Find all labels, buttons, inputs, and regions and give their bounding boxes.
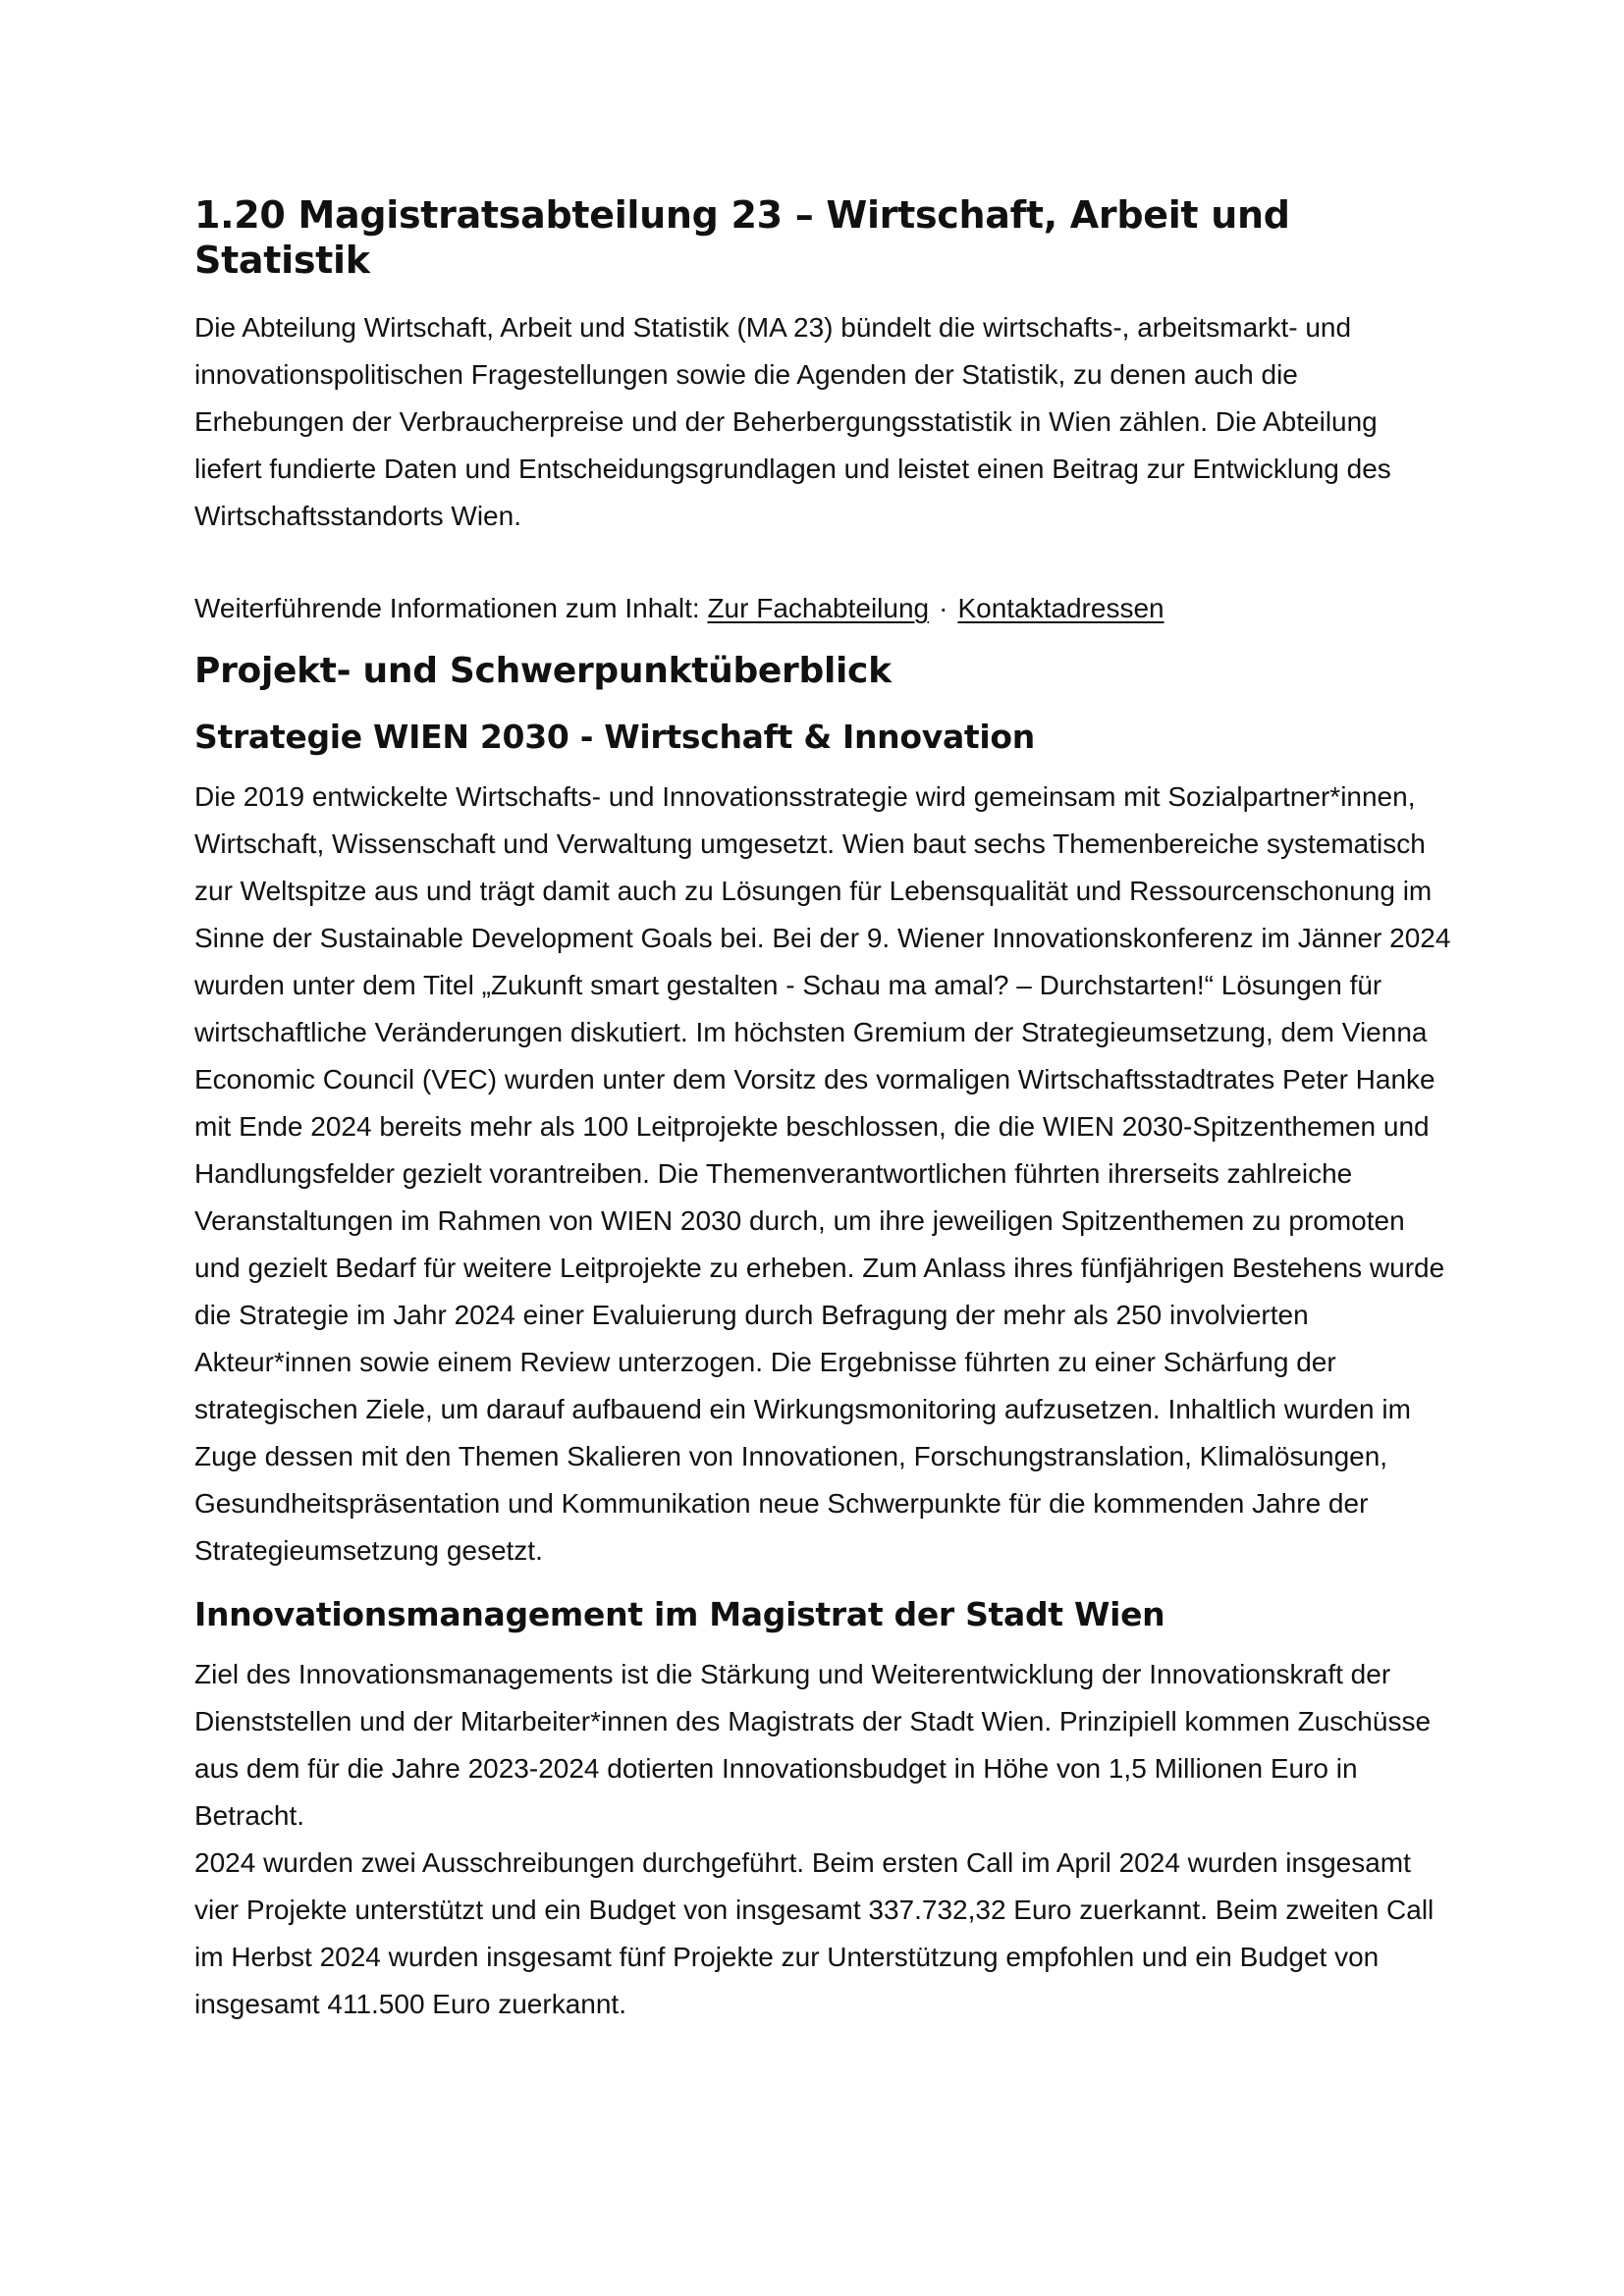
further-info-label: Weiterführende Informationen zum Inhalt:	[194, 593, 700, 623]
section-title: 1.20 Magistratsabteilung 23 – Wirtschaft, Arbeit und Statistik	[194, 193, 1290, 282]
strategy-heading: Strategie WIEN 2030 - Wirtschaft & Innovation	[194, 718, 1035, 756]
document-page	[194, 192, 1451, 2028]
overview-heading: Projekt- und Schwerpunktüberblick	[194, 651, 892, 691]
intro-paragraph: Die Abteilung Wirtschaft, Arbeit und Statistik (MA 23) bündelt die wirtschafts-, arbeitsmarkt- und innovationspolitischen Fragestellungen sowie die Agenden der Statistik, zu denen auch die Erhebungen der Verbraucherpreise und der Beherbergungsstatistik in Wien zählen. Die Abteilung liefert fundierte Daten und Entscheidungsgrundlagen und leistet einen Beitrag zur Entwicklung des Wirtschaftsstandorts Wien.	[194, 312, 1391, 531]
contact-addresses-link[interactable]: Kontaktadressen	[957, 593, 1164, 623]
strategy-paragraph: Die 2019 entwickelte Wirtschafts- und Innovationsstrategie wird gemeinsam mit Sozialpartner*innen, Wirtschaft, Wissenschaft und Verwaltung umgesetzt. Wien baut sechs Themenbereiche systematisch zur Weltspitze aus und trägt damit auch zu Lösungen für Lebensqualität und Ressourcenschonung im Sinne der Sustainable Development Goals bei. Bei der 9. Wiener Innovationskonferenz im Jänner 2024 wurden unter dem Titel „Zukunft smart gestalten - Schau ma amal? – Durchstarten!“ Lösungen für wirtschaftliche Veränderungen diskutiert. Im höchsten Gremium der Strategieumsetzung, dem Vienna Economic Council (VEC) wurden unter dem Vorsitz des vormaligen Wirtschaftsstadtrates Peter Hanke mit Ende 2024 bereits mehr als 100 Leitprojekte beschlossen, die die WIEN 2030-Spitzenthemen und Handlungsfelder gezielt vorantreiben. Die Themenverantwortlichen führten ihrerseits zahlreiche Veranstaltungen im Rahmen von WIEN 2030 durch, um ihre jeweiligen Spitzenthemen zu promoten und gezielt Bedarf für weitere Leitprojekte zu erheben. Zum Anlass ihres fünfjährigen Bestehens wurde die Strategie im Jahr 2024 einer Evaluierung durch Befragung der mehr als 250 involvierten Akteur*innen sowie einem Review unterzogen. Die Ergebnisse führten zu einer Schärfung der strategischen Ziele, um darauf aufbauend ein Wirkungsmonitoring aufzusetzen. Inhaltlich wurden im Zuge dessen mit den Themen Skalieren von Innovationen, Forschungstranslation, Klimalösungen, Gesundheitspräsentation und Kommunikation neue Schwerpunkte für die kommenden Jahre der Strategieumsetzung gesetzt.	[194, 781, 1451, 1566]
innovation-heading: Innovationsmanagement im Magistrat der Stadt Wien	[194, 1595, 1165, 1633]
innovation-paragraph-1: Ziel des Innovationsmanagements ist die Stärkung und Weiterentwicklung der Innovationskraft der Dienststellen und der Mitarbeiter*innen des Magistrats der Stadt Wien. Prinzipiell kommen Zuschüsse aus dem für die Jahre 2023-2024 dotierten Innovationsbudget in Höhe von 1,5 Millionen Euro in Betracht.	[194, 1659, 1432, 1831]
department-link[interactable]: Zur Fachabteilung	[707, 593, 930, 623]
link-separator: ·	[939, 593, 948, 623]
further-info-line	[194, 585, 1451, 632]
innovation-paragraph-2: 2024 wurden zwei Ausschreibungen durchgeführt. Beim ersten Call im April 2024 wurden insgesamt vier Projekte unterstützt und ein Budget von insgesamt 337.732,32 Euro zuerkannt. Beim zweiten Call im Herbst 2024 wurden insgesamt fünf Projekte zur Unterstützung empfohlen und ein Budget von insgesamt 411.500 Euro zuerkannt.	[194, 1847, 1435, 2019]
